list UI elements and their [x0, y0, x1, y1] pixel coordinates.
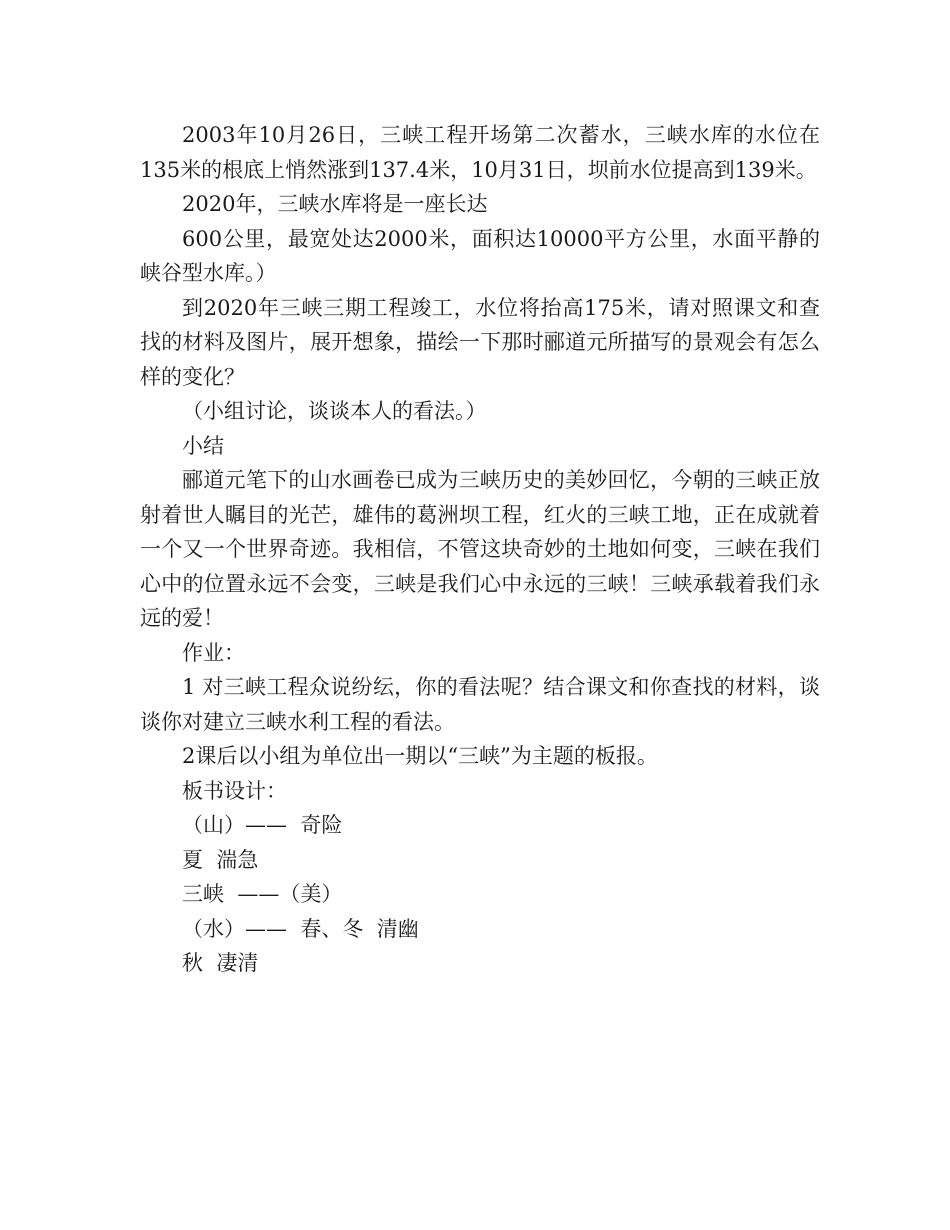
board-line-summer: 夏 湍急 — [182, 847, 259, 872]
heading-board-design: 板书设计： — [182, 778, 287, 803]
paragraph-summary: 郦道元笔下的山水画卷已成为三峡历史的美妙回忆，今朝的三峡正放射着世人瞩目的光芒，雄伟的葛洲坝工程，红火的三峡工地，正在成就着一个又一个世界奇迹。我相信，不管这块奇妙的土地如何变，三峡在我们心中的位置永远不会变，三峡是我们心中永远的三峡！三峡承载着我们永远的爱！ — [140, 468, 820, 630]
board-line-sanxia: 三峡 ——（美） — [182, 882, 343, 906]
paragraph-imagination-question: 到2020年三峡三期工程竣工，水位将抬高175米，请对照课文和查找的材料及图片，展开想象，描绘一下那时郦道元所描写的景观会有怎么样的变化？ — [140, 295, 820, 389]
heading-summary: 小结 — [182, 433, 224, 458]
homework-item-1: 1 对三峡工程众说纷纭，你的看法呢？结合课文和你查找的材料，谈谈你对建立三峡水利工程的看法。 — [140, 675, 820, 734]
paragraph-reservoir-size: 600公里，最宽处达2000米，面积达10000平方公里，水面平静的峡谷型水库。） — [140, 226, 820, 285]
paragraph-water-level-2003: 2003年10月26日，三峡工程开场第二次蓄水，三峡水库的水位在135米的根底上悄然涨到137.4米，10月31日，坝前水位提高到139米。 — [140, 123, 820, 182]
document-page — [140, 118, 820, 981]
board-line-mountain: （山）—— 奇险 — [182, 813, 343, 837]
paragraph-reservoir-2020: 2020年，三峡水库将是一座长达 — [182, 192, 488, 216]
paragraph-group-discussion: （小组讨论，谈谈本人的看法。） — [182, 399, 487, 423]
homework-item-2: 2课后以小组为单位出一期以“三峡”为主题的板报。 — [182, 744, 658, 768]
board-line-autumn: 秋 凄清 — [182, 951, 259, 975]
heading-homework: 作业： — [182, 640, 245, 665]
board-line-water: （水）—— 春、冬 清幽 — [182, 916, 419, 941]
